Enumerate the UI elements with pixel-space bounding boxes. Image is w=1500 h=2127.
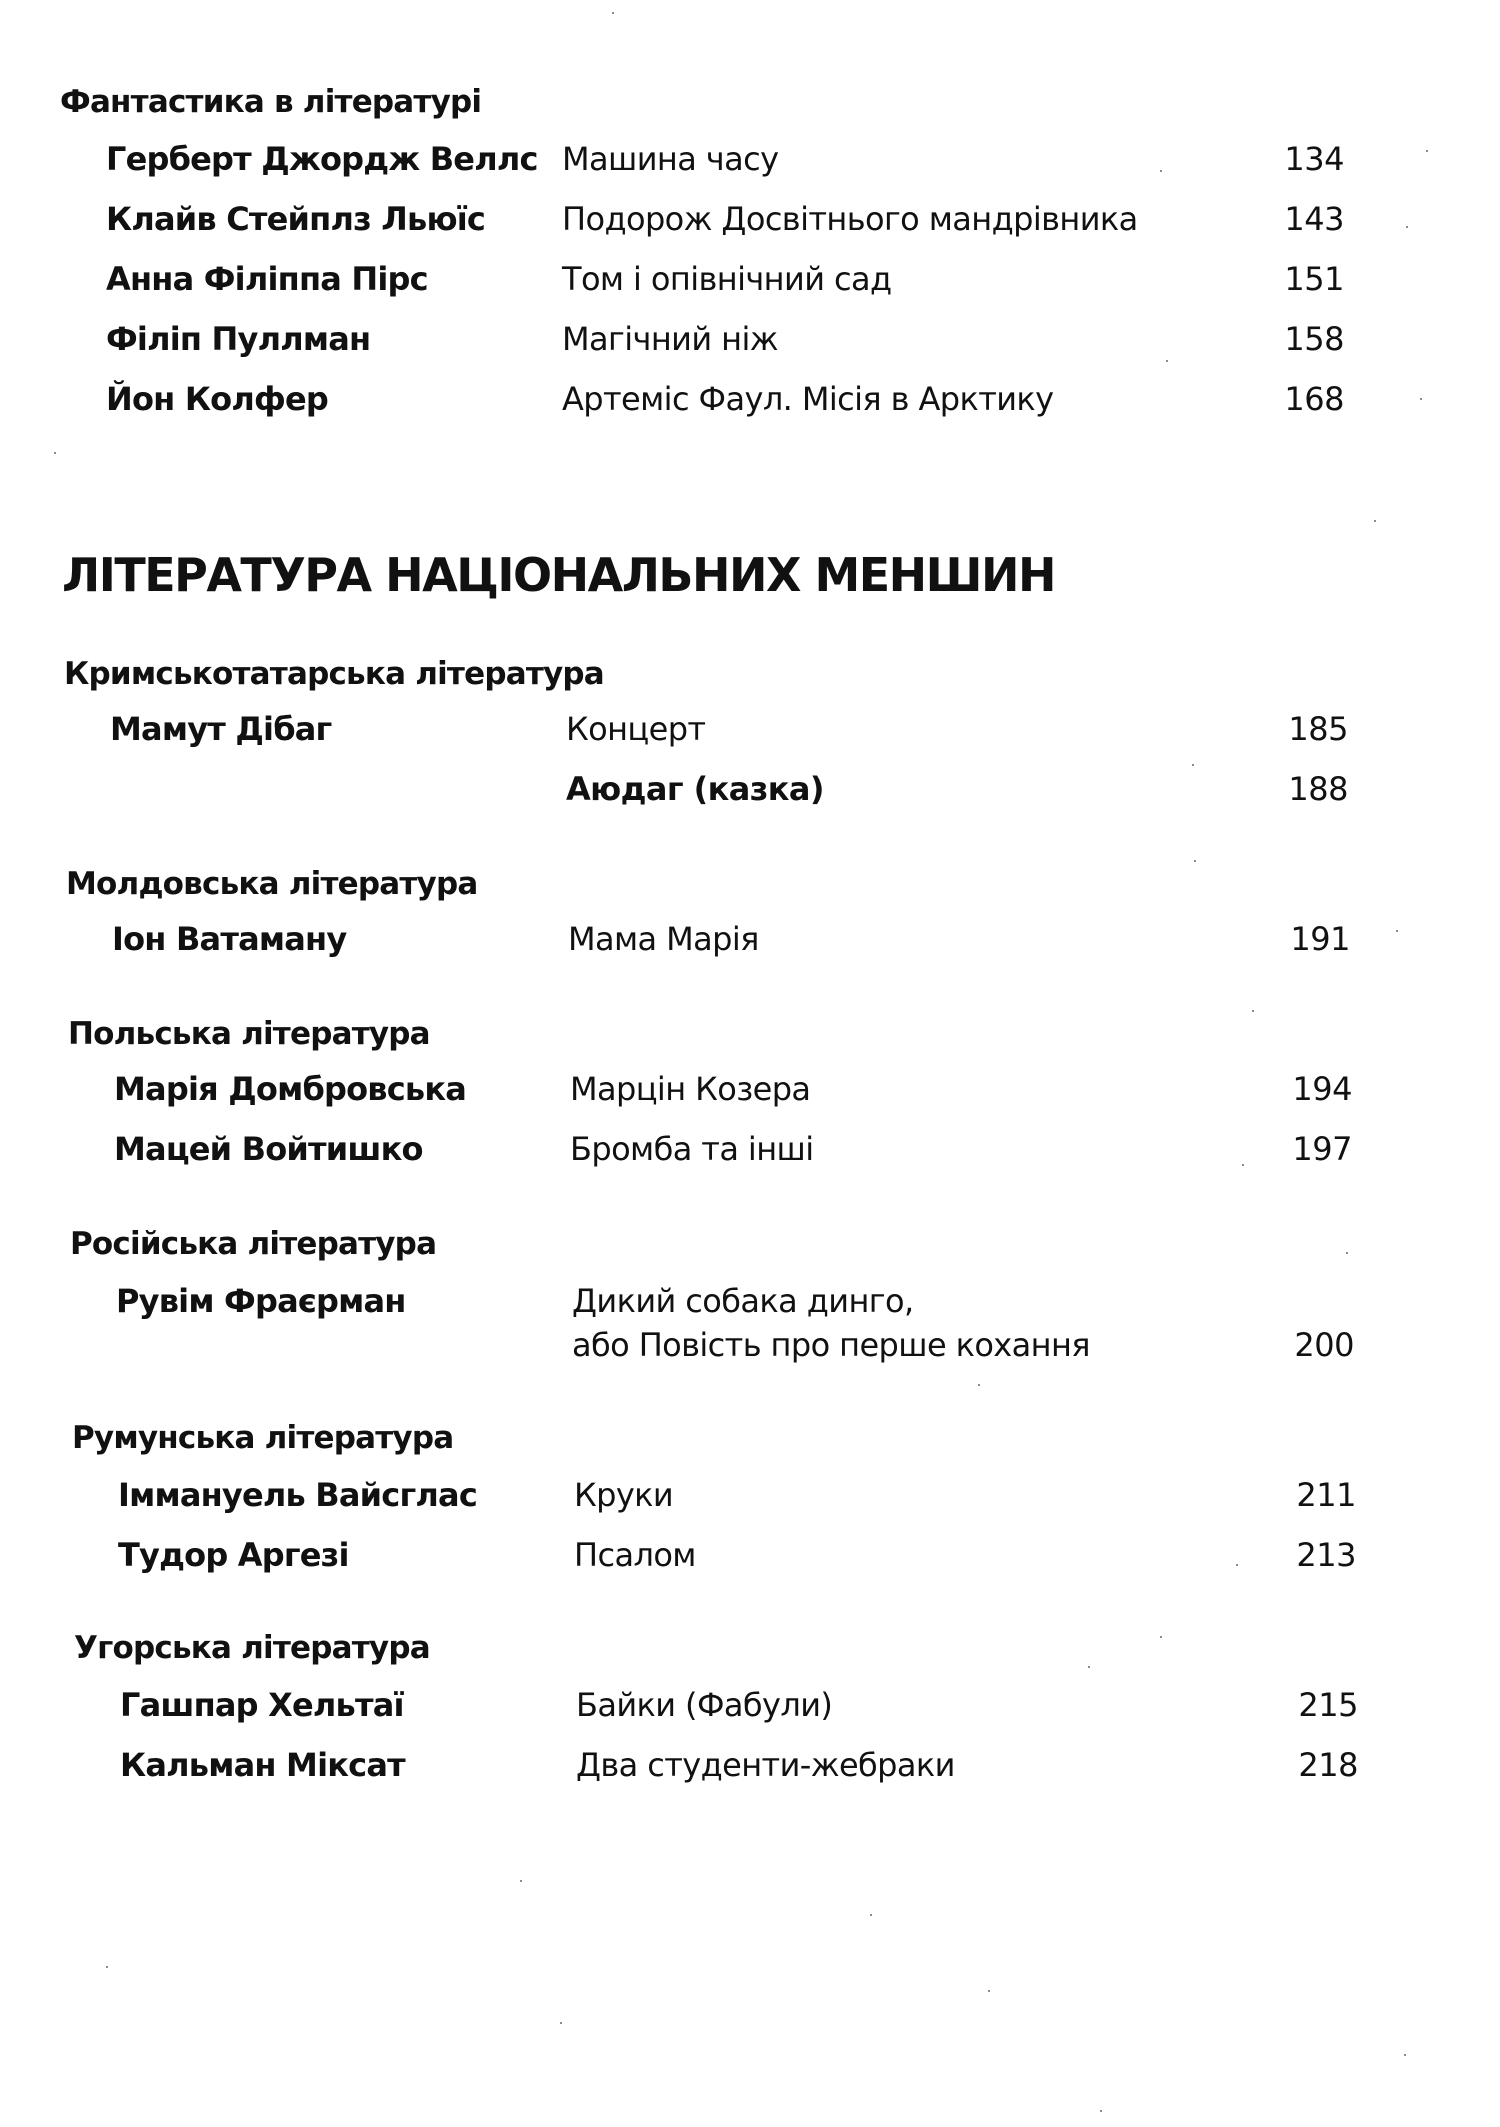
- toc-entry: [0, 200, 1500, 244]
- entry-title: Магічний ніж: [562, 320, 778, 358]
- scan-speckle: [1166, 360, 1168, 362]
- group-heading-hungarian: Угорська література: [74, 1630, 430, 1666]
- group-heading-moldovan: Молдовська література: [66, 866, 478, 902]
- entry-page: 188: [1288, 770, 1348, 808]
- entry-title: Псалом: [574, 1536, 696, 1574]
- entry-author: Тудор Аргезі: [118, 1536, 349, 1574]
- toc-entry: [0, 1536, 1500, 1580]
- toc-entry: [0, 260, 1500, 304]
- scan-speckle: [1420, 398, 1422, 400]
- scan-speckle: [1426, 150, 1428, 152]
- group-heading-russian: Російська література: [70, 1226, 437, 1262]
- entry-title: Машина часу: [562, 140, 779, 178]
- entry-page: 168: [1284, 380, 1344, 418]
- scan-speckle: [560, 2022, 562, 2024]
- toc-entry: [0, 1686, 1500, 1730]
- entry-title: Мама Марія: [568, 920, 759, 958]
- scan-speckle: [1374, 520, 1376, 522]
- toc-entry: [0, 1130, 1500, 1174]
- scan-speckle: [1236, 1564, 1238, 1566]
- entry-author: Йон Колфер: [106, 380, 328, 418]
- scan-speckle: [1404, 2054, 1406, 2056]
- scan-speckle: [612, 12, 614, 14]
- toc-entry: [0, 1476, 1500, 1520]
- scan-speckle: [978, 1384, 980, 1386]
- entry-title-line2: або Повість про перше кохання: [572, 1326, 1090, 1364]
- scan-speckle: [988, 1990, 990, 1992]
- entry-author: Герберт Джордж Веллс: [106, 140, 538, 178]
- entry-title: Концерт: [566, 710, 706, 748]
- entry-page: 211: [1296, 1476, 1356, 1514]
- entry-author: Гашпар Хельтаї: [120, 1686, 404, 1724]
- entry-page: 151: [1284, 260, 1344, 298]
- entry-author: Клайв Стейплз Льюїс: [106, 200, 486, 238]
- entry-author: Анна Філіппа Пірс: [106, 260, 428, 298]
- scan-speckle: [520, 1880, 522, 1882]
- toc-entry: [0, 770, 1500, 814]
- toc-entry: [0, 920, 1500, 964]
- toc-entry: [0, 710, 1500, 754]
- toc-entry: [0, 380, 1500, 424]
- entry-author: Рувім Фраєрман: [116, 1282, 406, 1320]
- group-heading-fantasy: Фантастика в літературі: [60, 84, 482, 120]
- scan-speckle: [1192, 764, 1194, 766]
- scan-speckle: [1100, 2110, 1102, 2112]
- entry-page: 194: [1292, 1070, 1352, 1108]
- scan-speckle: [106, 1966, 108, 1968]
- scan-speckle: [1088, 1666, 1090, 1668]
- scan-speckle: [1160, 170, 1162, 172]
- entry-title: Том і опівнічний сад: [562, 260, 892, 298]
- entry-author: Іммануель Вайсглас: [118, 1476, 477, 1514]
- toc-entry: [0, 1746, 1500, 1790]
- entry-title: Круки: [574, 1476, 674, 1514]
- entry-title: Бромба та інші: [570, 1130, 814, 1168]
- scan-speckle: [1406, 226, 1408, 228]
- entry-title: Подорож Досвітнього мандрівника: [562, 200, 1138, 238]
- scan-speckle: [1242, 1164, 1244, 1166]
- entry-author: Мацей Войтишко: [114, 1130, 423, 1168]
- entry-author: Філіп Пуллман: [106, 320, 371, 358]
- toc-entry: [0, 140, 1500, 184]
- entry-author: Кальман Міксат: [120, 1746, 405, 1784]
- entry-page: 134: [1284, 140, 1344, 178]
- entry-page: 197: [1292, 1130, 1352, 1168]
- scan-speckle: [1396, 930, 1398, 932]
- scan-speckle: [1346, 1252, 1348, 1254]
- group-heading-crimean: Кримськотатарська література: [64, 656, 604, 692]
- entry-page: 158: [1284, 320, 1344, 358]
- toc-entry: [0, 1282, 1500, 1372]
- entry-title: Байки (Фабули): [576, 1686, 833, 1724]
- entry-page: 213: [1296, 1536, 1356, 1574]
- entry-page: 185: [1288, 710, 1348, 748]
- entry-title: Артеміс Фаул. Місія в Арктику: [562, 380, 1054, 418]
- group-heading-romanian: Румунська література: [72, 1420, 454, 1456]
- entry-author: Іон Ватаману: [112, 920, 347, 958]
- entry-author: Мамут Дібаг: [110, 710, 332, 748]
- scan-speckle: [1252, 1010, 1254, 1012]
- group-heading-polish: Польська література: [68, 1016, 430, 1052]
- entry-page: 215: [1298, 1686, 1358, 1724]
- scan-speckle: [1194, 860, 1196, 862]
- entry-page: 191: [1290, 920, 1350, 958]
- entry-page: 143: [1284, 200, 1344, 238]
- major-heading-national-minorities: ЛІТЕРАТУРА НАЦІОНАЛЬНИХ МЕНШИН: [62, 548, 1055, 602]
- toc-entry: [0, 320, 1500, 364]
- entry-title: Два студенти-жебраки: [576, 1746, 955, 1784]
- scan-speckle: [1160, 1636, 1162, 1638]
- scan-speckle: [54, 452, 56, 454]
- scan-speckle: [870, 1914, 872, 1916]
- toc-entry: [0, 1070, 1500, 1114]
- entry-title: Марцін Козера: [570, 1070, 811, 1108]
- entry-title: Аюдаг (казка): [566, 770, 824, 808]
- entry-author: Марія Домбровська: [114, 1070, 467, 1108]
- entry-page: 218: [1298, 1746, 1358, 1784]
- entry-title-line1: Дикий собака динго,: [572, 1282, 914, 1320]
- entry-page: 200: [1294, 1326, 1354, 1364]
